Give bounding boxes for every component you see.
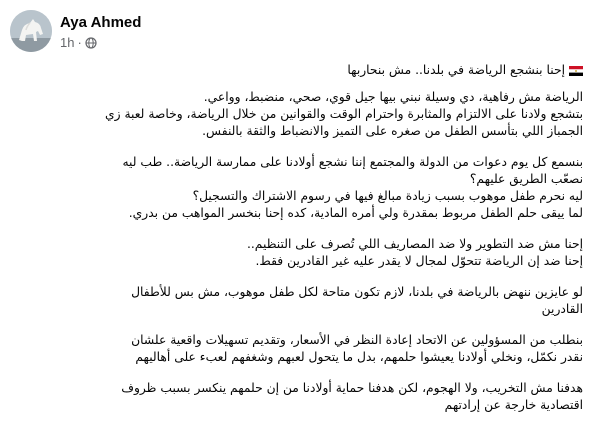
paragraph-5 xyxy=(14,284,583,318)
avatar-horse-image xyxy=(10,10,52,52)
text-line: هدفنا مش التخريب، ولا الهجوم، لكن هدفنا حماية أولادنا من إن حلمهم ينكسر بسبب ظروف xyxy=(121,381,583,395)
post-headline xyxy=(14,62,583,79)
text-line: لما ييقى حلم الطفل مربوط بمقدرة ولي أمره المادية، كده إحنا بنخسر المواهب من بدري. xyxy=(128,206,583,220)
text-line: الجمباز اللي بتأسس الطفل من صغره على التميز والانضباط والثقة بالنفس. xyxy=(202,124,583,138)
text-line: بنسمع كل يوم دعوات من الدولة والمجتمع إننا نشجع أولادنا على ممارسة الرياضة.. طب ليه xyxy=(122,155,583,169)
text-line: بنطلب من المسؤولين عن الاتحاد إعادة النظر في الأسعار، وتقديم تسهيلات واقعية علشان xyxy=(131,333,583,347)
text-line: القادرين xyxy=(541,302,583,316)
text-line: نصعّب الطريق عليهم؟ xyxy=(469,172,583,186)
post-meta xyxy=(60,35,97,50)
avatar[interactable] xyxy=(10,10,52,52)
paragraph-7 xyxy=(14,380,583,414)
headline-text: إحنا بنشجع الرياضة في بلدنا.. مش بنحاربها xyxy=(347,63,565,77)
post-body xyxy=(14,62,583,428)
paragraph-3 xyxy=(14,154,583,222)
text-line: إحنا مش ضد التطوير ولا ضد المصاريف اللي تُصرف على التنظيم.. xyxy=(246,237,583,251)
paragraph-6 xyxy=(14,332,583,366)
egypt-flag-icon xyxy=(569,66,583,76)
text-line: إحنا ضد إن الرياضة تتحوّل لمجال لا يقدر عليه غير القادرين فقط. xyxy=(255,254,583,268)
text-line: ليه نحرم طفل موهوب بسبب زيادة مبالغ فيها في رسوم الاشتراك والتسجيل؟ xyxy=(192,189,583,203)
globe-icon[interactable] xyxy=(85,37,97,49)
text-line: نقدر نكمّل، ونخلي أولادنا يعيشوا حلمهم، بدل ما يتحول لعبهم وشغفهم لعبء على أهاليهم xyxy=(135,350,583,364)
text-line: اقتصادية خارجة عن إرادتهم xyxy=(444,398,583,412)
paragraph-2 xyxy=(14,89,583,140)
author-name[interactable]: Aya Ahmed xyxy=(60,14,142,31)
paragraph-4 xyxy=(14,236,583,270)
text-line: بتشجع ولادنا على الالتزام والمثابرة واحترام الوقت والقوانين من خلال الرياضة، وخاصة لعبة زي xyxy=(104,107,583,121)
meta-separator: · xyxy=(77,35,82,50)
text-line: لو عايزين ننهض بالرياضة في بلدنا، لازم تكون متاحة لكل طفل موهوب، مش بس للأطفال xyxy=(131,285,583,299)
post-header xyxy=(10,10,587,54)
post-time[interactable]: 1h xyxy=(60,35,75,50)
text-line: الرياضة مش رفاهية، دي وسيلة نبني بيها جيل قوي، صحي، منضبط، وواعي. xyxy=(203,90,583,104)
